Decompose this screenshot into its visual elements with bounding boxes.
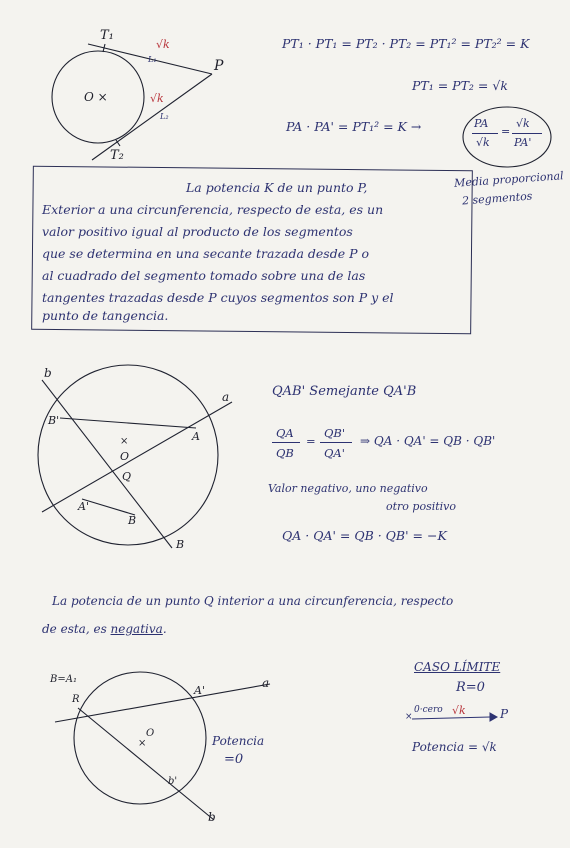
label-b: B	[128, 514, 137, 527]
label-o: O ×	[84, 90, 108, 104]
label-b-line: b	[208, 810, 216, 824]
definition-line-2: Exterior a una circunferencia, respecto de esta, es un	[42, 202, 384, 217]
label-line-a: a	[222, 390, 230, 404]
ratio-left-bar	[472, 133, 498, 134]
caso-potencia-eq: Potencia = √k	[412, 740, 497, 754]
caso-cero: 0·cero	[414, 705, 443, 715]
frac-equals: =	[306, 434, 316, 448]
ratio-right-num: √k	[516, 117, 530, 130]
caso-r-zero: R=0	[456, 680, 485, 695]
ratio-equals: =	[501, 125, 511, 138]
label-l2: L₂	[160, 112, 169, 121]
frac2-bar	[320, 442, 352, 443]
ratio-left-num: PA	[474, 117, 489, 130]
potencia-zero: =0	[224, 752, 244, 767]
segment-aprime-b	[82, 499, 135, 515]
note-dos-segmentos: 2 segmentos	[461, 189, 533, 208]
label-t2: T₂	[110, 148, 124, 163]
label-aprime-bottom: A'	[194, 684, 205, 697]
line-b	[42, 380, 172, 548]
ratio-left-den: √k	[476, 136, 490, 149]
caso-x: ×	[405, 712, 413, 722]
negative-note-1: Valor negativo, uno negativo	[268, 482, 428, 495]
note-media-proporcional: Media proporcional	[453, 169, 565, 190]
label-r: R	[72, 694, 80, 705]
negative-note-2: otro positivo	[386, 500, 457, 513]
frac1-bar	[272, 442, 300, 443]
label-aprime: A'	[78, 500, 89, 513]
frac2-den: QA'	[324, 446, 345, 460]
caso-sqrtk: √k	[452, 704, 466, 717]
definition-line-7: punto de tangencia.	[42, 308, 169, 323]
equation-1: PT₁ · PT₁ = PT₂ · PT₂ = PT₁² = PT₂² = K	[282, 36, 530, 51]
label-a-point: A	[192, 430, 200, 443]
label-q: Q	[122, 470, 132, 483]
negative-equation: QA · QA' = QB · QB' = −K	[282, 528, 447, 543]
label-o-bottom: O	[146, 728, 155, 739]
label-bprime: B'	[48, 414, 60, 427]
caso-limite-title: CASO LÍMITE	[414, 660, 501, 674]
frac1-den: QB	[276, 446, 294, 460]
ratio-right-den: PA'	[514, 136, 532, 149]
statement-line-2	[42, 622, 167, 636]
label-sqrtk-bottom: √k	[150, 92, 164, 105]
frac2-num: QB'	[324, 426, 346, 440]
segment-bprime-a	[60, 418, 196, 428]
definition-line-5: al cuadrado del segmento tomado sobre una de las	[42, 268, 366, 283]
label-x-center: ×	[120, 436, 129, 447]
label-l1: L₁	[148, 55, 157, 64]
statement-suffix: .	[162, 622, 167, 636]
frac1-num: QA	[276, 426, 294, 440]
ratio-right-bar	[512, 133, 542, 134]
equation-3: PA · PA' = PT₁² = K →	[286, 119, 422, 134]
definition-line-6: tangentes trazadas desde P cuyos segmentos son P y el	[42, 290, 394, 305]
definition-line-4: que se determina en una secante trazada desde P o	[42, 246, 370, 261]
label-o-middle: O	[120, 450, 130, 463]
label-b-eq-a: B=A₁	[50, 674, 77, 685]
statement-prefix: de esta, es	[42, 622, 111, 636]
caso-p: P	[500, 707, 509, 721]
statement-negativa: negativa	[110, 622, 163, 636]
implies-equation: ⇒ QA · QA' = QB · QB'	[360, 434, 496, 448]
equation-2: PT₁ = PT₂ = √k	[412, 78, 508, 93]
statement-line-1: La potencia de un punto Q interior a una circunferencia, respecto	[52, 594, 454, 608]
tangent-figure	[52, 44, 212, 160]
label-line-b-top: b	[44, 366, 52, 380]
label-p: P	[214, 58, 224, 74]
label-sqrtk-top: √k	[156, 38, 170, 51]
definition-line-3: valor positivo igual al producto de los segmentos	[42, 224, 353, 239]
label-bprime-bottom: b'	[168, 776, 178, 787]
label-t1: T₁	[100, 28, 114, 43]
label-a-bottom: a	[262, 676, 270, 690]
similar-triangles: QAB' Semejante QA'B	[272, 384, 417, 399]
definition-line-1: La potencia K de un punto P,	[186, 180, 368, 195]
label-x-bottom: ×	[138, 738, 147, 749]
potencia-label: Potencia	[212, 734, 265, 748]
label-b-bottom: B	[176, 538, 185, 551]
